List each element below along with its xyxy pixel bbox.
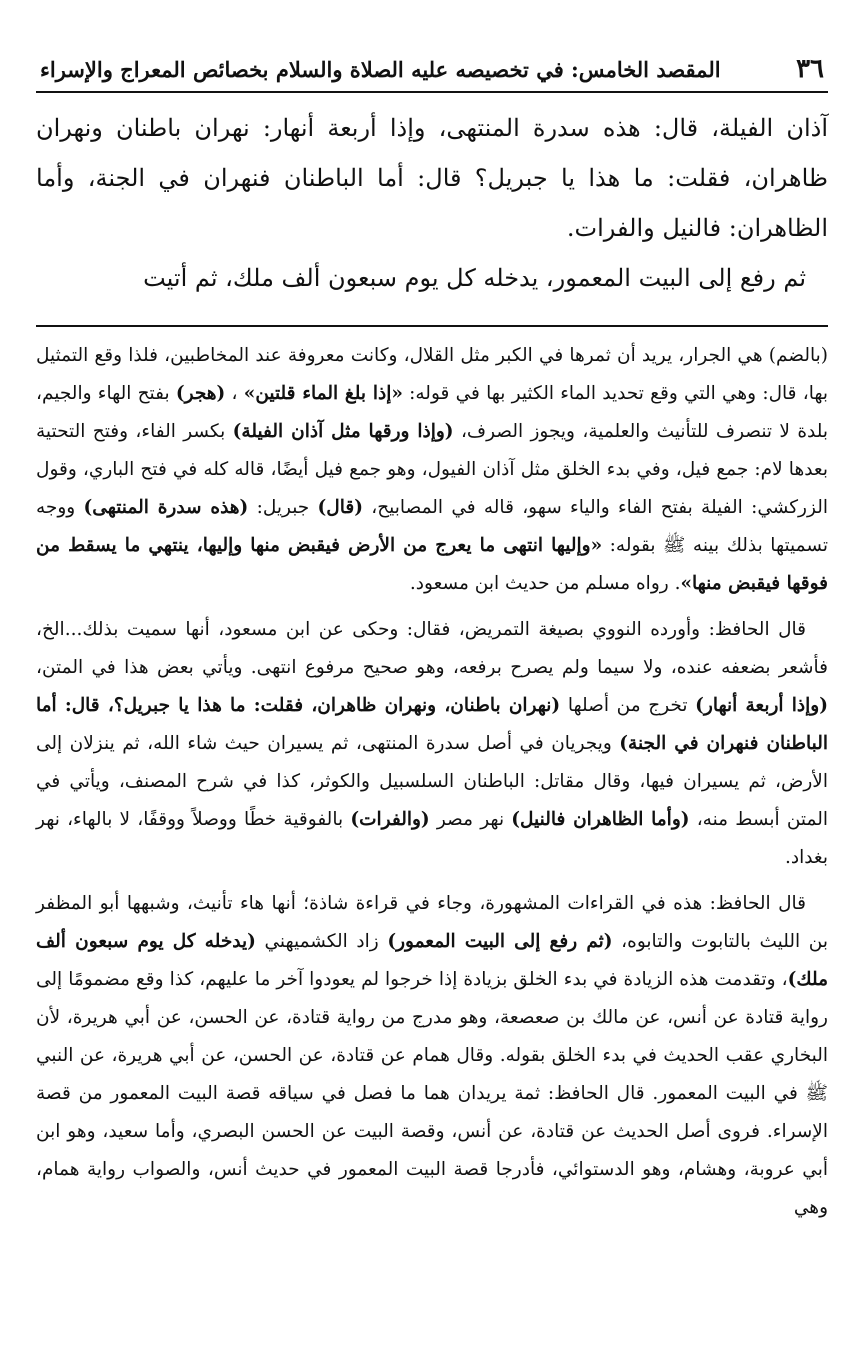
bold-text-segment: (هذه سدرة المنتهى) [83, 497, 249, 518]
main-text [36, 103, 828, 303]
page-number: ٣٦ [796, 54, 824, 84]
main-paragraph [36, 103, 828, 253]
bold-text-segment: (هجر) [175, 383, 226, 404]
bold-text-segment: (يدخله كل يوم سبعون ألف ملك) [36, 931, 828, 990]
text-segment: قال الحافظ: هذه في القراءات المشهورة، وجاء في قراءة شاذة؛ أنها هاء تأنيث، وشبهها أبو المظفر بن الليث بالتابوت والتابوه، [36, 893, 828, 952]
bold-text-segment: (وإذا ورقها مثل آذان الفيلة) [232, 421, 454, 442]
footnote-separator [36, 325, 828, 327]
text-segment: . رواه مسلم من حديث ابن مسعود. [409, 573, 681, 594]
text-segment: تخرج من أصلها [560, 695, 696, 716]
text-segment: ثم رفع إلى البيت المعمور، يدخله كل يوم سبعون ألف ملك، ثم أتيت [143, 264, 806, 292]
footnote-paragraph [36, 885, 828, 1227]
bold-text-segment: (قال) [317, 497, 363, 518]
running-title: المقصد الخامس: في تخصيصه عليه الصلاة والسلام بخصائص المعراج والإسراء [40, 57, 721, 82]
bold-text-segment: (وأما الظاهران فالنيل) [511, 809, 690, 830]
bold-text-segment: (ثم رفع إلى البيت المعمور) [387, 931, 613, 952]
text-segment: (بالضم) هي الجرار، يريد أن ثمرها في الكبر مثل القلال، وكانت معروفة عند المخاطبين، فلذا وقع التمثيل بها، قال: وهي التي وقع تحديد الماء الكثير بها في قوله: [36, 345, 829, 404]
footnote-paragraph [36, 611, 828, 877]
text-segment: بالفوقية خطًا ووصلاً ووقفًا، لا بالهاء، نهر بغداد. [36, 809, 828, 868]
text-segment: ، وتقدمت هذه الزيادة في بدء الخلق بزيادة إذا خرجوا لم يعودوا آخر ما عليهم، كذا وقع مضمومًا إلى رواية قتادة عن أنس، عن مالك بن صعصعة، وهو مدرج من رواية قتادة، عن الحسن، عن أبي هريرة، لأن البخاري عقب الحديث في بدء الخلق بقوله. وقال همام عن قتادة، عن الحسن، عن أبي هريرة، عن النبي ﷺ في البيت المعمور. قال الحافظ: ثمة يريدان هما ما فصل في سياقه قصة البيت المعمور من قصة الإسراء. فروى أصل الحديث عن قتادة، عن أنس، وقصة البيت عن الحسن البصري، وأما سعيد، وهو ابن أبي عروبة، وهشام، وهو الدستوائي، فأدرجا قصة البيت المعمور في حديث أنس، والصواب رواية همام، وهي [36, 969, 828, 1218]
bold-text-segment: «إذا بلغ الماء قلتين» [243, 383, 403, 404]
text-segment: ، [225, 383, 244, 404]
text-segment: ووجه تسميتها بذلك بينه ﷺ بقوله: [36, 497, 828, 556]
text-segment: آذان الفيلة، قال: هذه سدرة المنتهى، وإذا أربعة أنهار: نهران باطنان ونهران ظاهران، فقلت: ما هذا يا جبريل؟ قال: أما الباطنان فنهران في الجنة، وأما الظاهران: فالنيل والفرات. [36, 114, 828, 242]
page-header [36, 54, 828, 93]
text-segment: جبريل: [248, 497, 318, 518]
main-paragraph [36, 253, 828, 303]
text-segment: ويجريان في أصل سدرة المنتهى، ثم يسيران حيث شاء الله، ثم ينزلان إلى الأرض، ثم يسيران فيها، وقال مقاتل: الباطنان السلسبيل والكوثر، كذا في شرح المصنف، ويأتي في المتن أبسط منه، [36, 733, 828, 830]
text-segment: بفتح الهاء والجيم، بلدة لا تنصرف للتأنيث والعلمية، ويجوز الصرف، [36, 383, 829, 442]
footnote-paragraph [36, 337, 828, 603]
bold-text-segment: «وإليها انتهى ما يعرج من الأرض فيقبض منها وإليها، ينتهي ما يسقط من فوقها فيقبض منها» [36, 535, 828, 594]
text-segment: زاد الكشميهني [255, 931, 388, 952]
bold-text-segment: (نهران باطنان، ونهران ظاهران، فقلت: ما هذا يا جبريل؟، قال: أما الباطنان فنهران في الجنة) [36, 695, 828, 754]
text-segment: نهر مصر [429, 809, 512, 830]
text-segment: قال الحافظ: وأورده النووي بصيغة التمريض، فقال: وحكى عن ابن مسعود، أنها سميت بذلك...الخ، فأشعر بضعفه عنده، ولا سيما ولم يصرح برفعه، وهو صحيح مرفوع انتهى. ويأتي بعض هذا في المتن، [36, 619, 828, 678]
footnotes [36, 337, 828, 1227]
text-segment: بكسر الفاء، وفتح التحتية بعدها لام: جمع فيل، وفي بدء الخلق مثل آذان الفيول، وهو جمع فيل أيضًا، قاله كله في فتح الباري، وقول الزركشي: الفيلة بفتح الفاء والياء سهو، قاله في المصابيح، [36, 421, 828, 518]
bold-text-segment: (وإذا أربعة أنهار) [695, 695, 828, 716]
bold-text-segment: (والفرات) [350, 809, 430, 830]
